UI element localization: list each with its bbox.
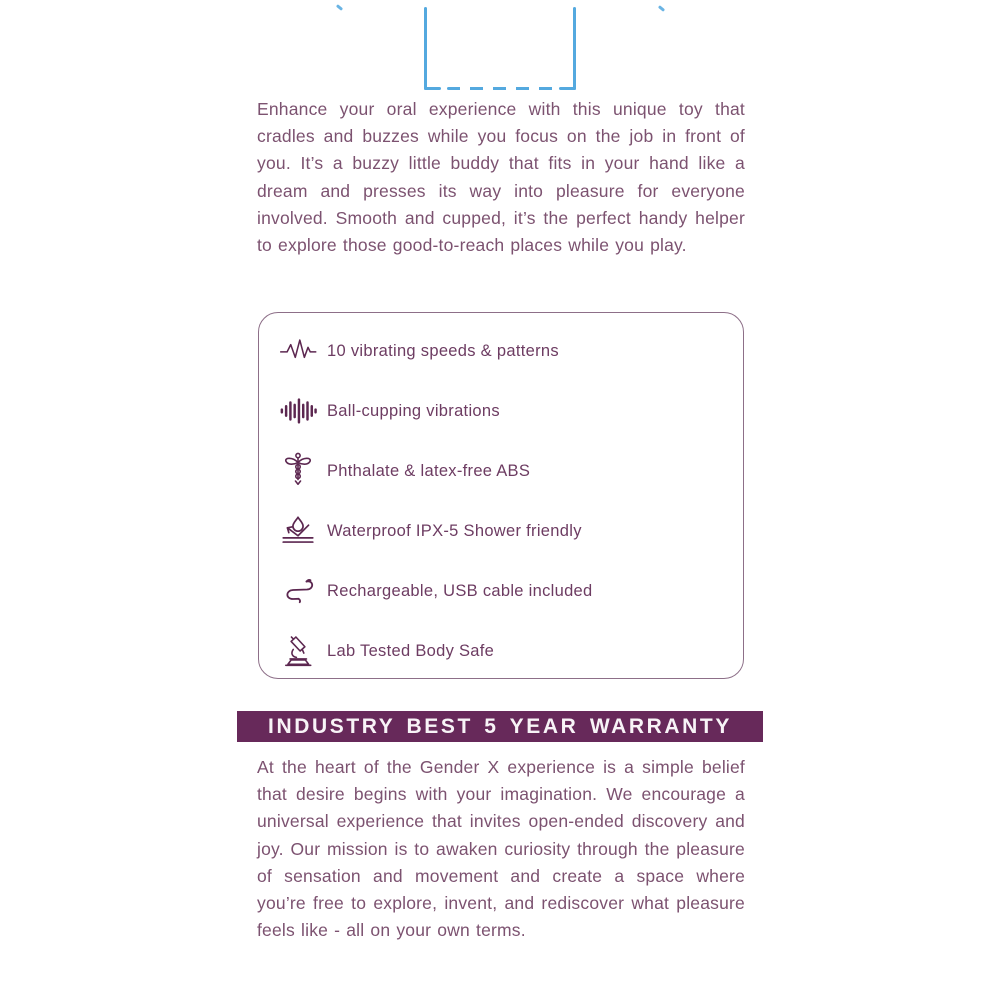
crop-bracket-left-line [424, 7, 427, 90]
feature-label: Waterproof IPX-5 Shower friendly [327, 521, 582, 540]
warranty-banner: INDUSTRY BEST 5 YEAR WARRANTY [237, 711, 763, 742]
caduceus-icon [275, 452, 321, 490]
feature-row-rechargeable [275, 561, 743, 621]
microscope-icon [275, 633, 321, 669]
crop-bracket-right-line [573, 7, 576, 90]
crop-tick-right-icon [658, 5, 665, 12]
feature-label: Rechargeable, USB cable included [327, 581, 593, 600]
water-repellent-icon [275, 515, 321, 547]
feature-label: 10 vibrating speeds & patterns [327, 341, 559, 360]
feature-label: Lab Tested Body Safe [327, 641, 495, 660]
feature-row-lab-tested [275, 621, 743, 681]
brand-paragraph: At the heart of the Gender X experience is a simple belief that desire begins with your imagination. We encourage a universal experience that invites open-ended discovery and joy. Our mission is to awaken curiosity through the pleasure of sensation and movement and create a space where you’re free to explore, invent, and rediscover what pleasure feels like - all on your own terms. [257, 757, 745, 941]
crop-bracket-corner-left [424, 87, 441, 90]
feature-row-materials [275, 441, 743, 501]
intro-paragraph: Enhance your oral experience with this unique toy that cradles and buzzes while you focus on the job in front of you. It’s a buzzy little buddy that fits in your hand like a dream and presses its way into pleasure for everyone involved. Smooth and cupped, it’s the perfect handy helper to explore those good-to-reach places while you play. [257, 99, 745, 256]
crop-tick-left-icon [336, 4, 343, 11]
image-crop-bracket [0, 0, 1000, 100]
usb-cable-icon [275, 575, 321, 607]
crop-bracket-corner-right [559, 87, 576, 90]
crop-bracket-dashed-bottom [447, 87, 555, 90]
pulse-waveform-icon [275, 336, 321, 366]
equalizer-bars-icon [275, 395, 321, 427]
feature-label: Phthalate & latex-free ABS [327, 461, 531, 480]
feature-row-speeds [275, 321, 743, 381]
feature-row-waterproof [275, 501, 743, 561]
feature-label: Ball-cupping vibrations [327, 401, 500, 420]
feature-row-ball-cupping [275, 381, 743, 441]
features-box [258, 312, 744, 679]
